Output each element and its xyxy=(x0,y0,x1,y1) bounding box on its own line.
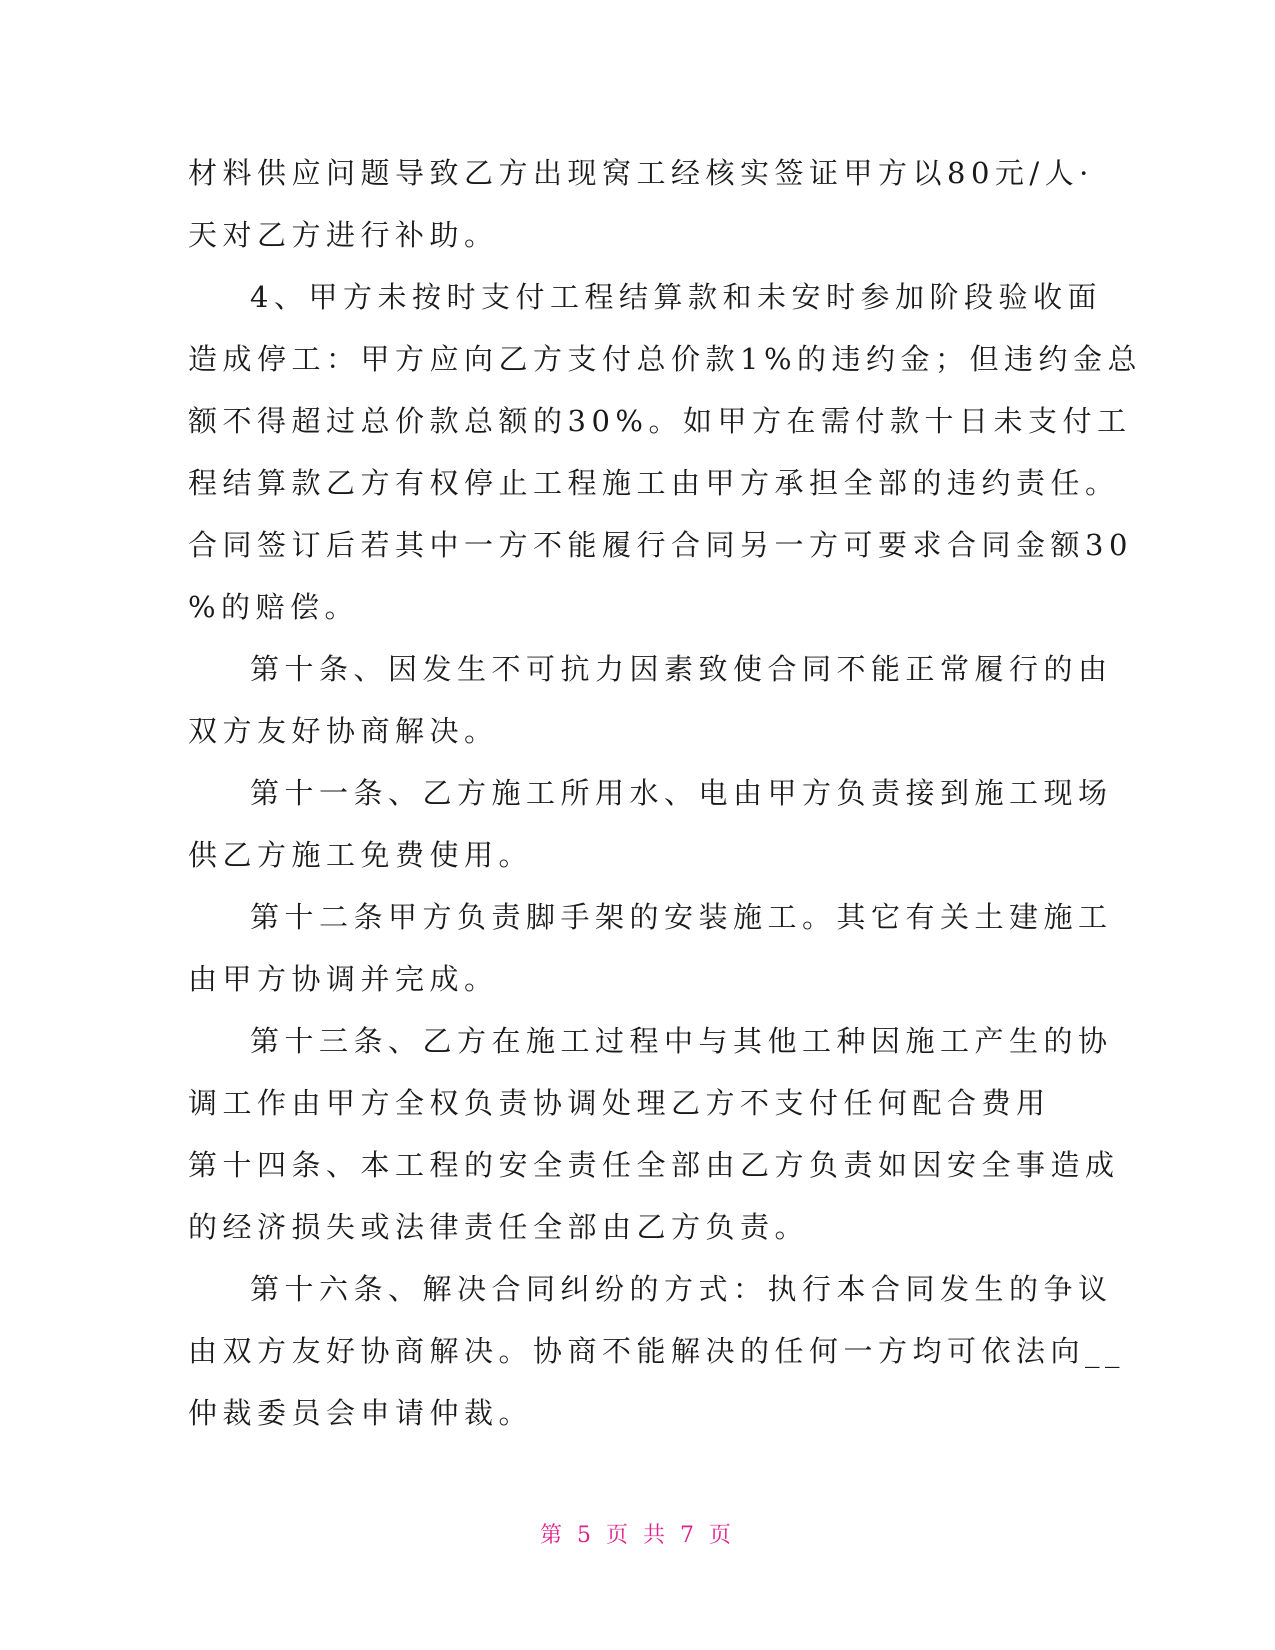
text-line: 合同签订后若其中一方不能履行合同另一方可要求合同金额30 xyxy=(188,528,1133,562)
text-line: 程结算款乙方有权停止工程施工由甲方承担全部的违约责任。 xyxy=(188,466,1120,500)
text-line: 双方友好协商解决。 xyxy=(188,714,499,748)
text-line: 材料供应问题导致乙方出现窝工经核实签证甲方以80元/人· xyxy=(188,156,1094,190)
text-line: 天对乙方进行补助。 xyxy=(188,218,499,252)
text-line: 第十一条、乙方施工所用水、电由甲方负责接到施工现场 xyxy=(250,776,1113,810)
text-line: 第十二条甲方负责脚手架的安装施工。其它有关土建施工 xyxy=(250,900,1113,934)
document-body xyxy=(188,142,1143,1444)
text-line: 第十六条、解决合同纠纷的方式：执行本合同发生的争议 xyxy=(250,1272,1113,1306)
text-line: 第十条、因发生不可抗力因素致使合同不能正常履行的由 xyxy=(250,652,1113,686)
text-line: 调工作由甲方全权负责协调处理乙方不支付任何配合费用 xyxy=(188,1086,1051,1120)
text-line: 4、甲方未按时支付工程结算款和未安时参加阶段验收面 xyxy=(250,280,1102,314)
text-line: 仲裁委员会申请仲裁。 xyxy=(188,1396,534,1430)
text-line: 由双方友好协商解决。协商不能解决的任何一方均可依法向__ xyxy=(188,1334,1126,1368)
text-line: 的经济损失或法律责任全部由乙方负责。 xyxy=(188,1210,810,1244)
text-line: 第十四条、本工程的安全责任全部由乙方负责如因安全事造成 xyxy=(188,1148,1120,1182)
text-line: %的赔偿。 xyxy=(188,590,360,624)
text-line: 第十三条、乙方在施工过程中与其他工种因施工产生的协 xyxy=(250,1024,1113,1058)
text-line: 供乙方施工免费使用。 xyxy=(188,838,534,872)
text-line: 额不得超过总价款总额的30%。如甲方在需付款十日未支付工 xyxy=(188,404,1132,438)
text-line: 由甲方协调并完成。 xyxy=(188,962,499,996)
text-line: 造成停工：甲方应向乙方支付总价款1%的违约金；但违约金总 xyxy=(188,342,1143,376)
page-number-footer: 第 5 页 共 7 页 xyxy=(540,1523,735,1548)
